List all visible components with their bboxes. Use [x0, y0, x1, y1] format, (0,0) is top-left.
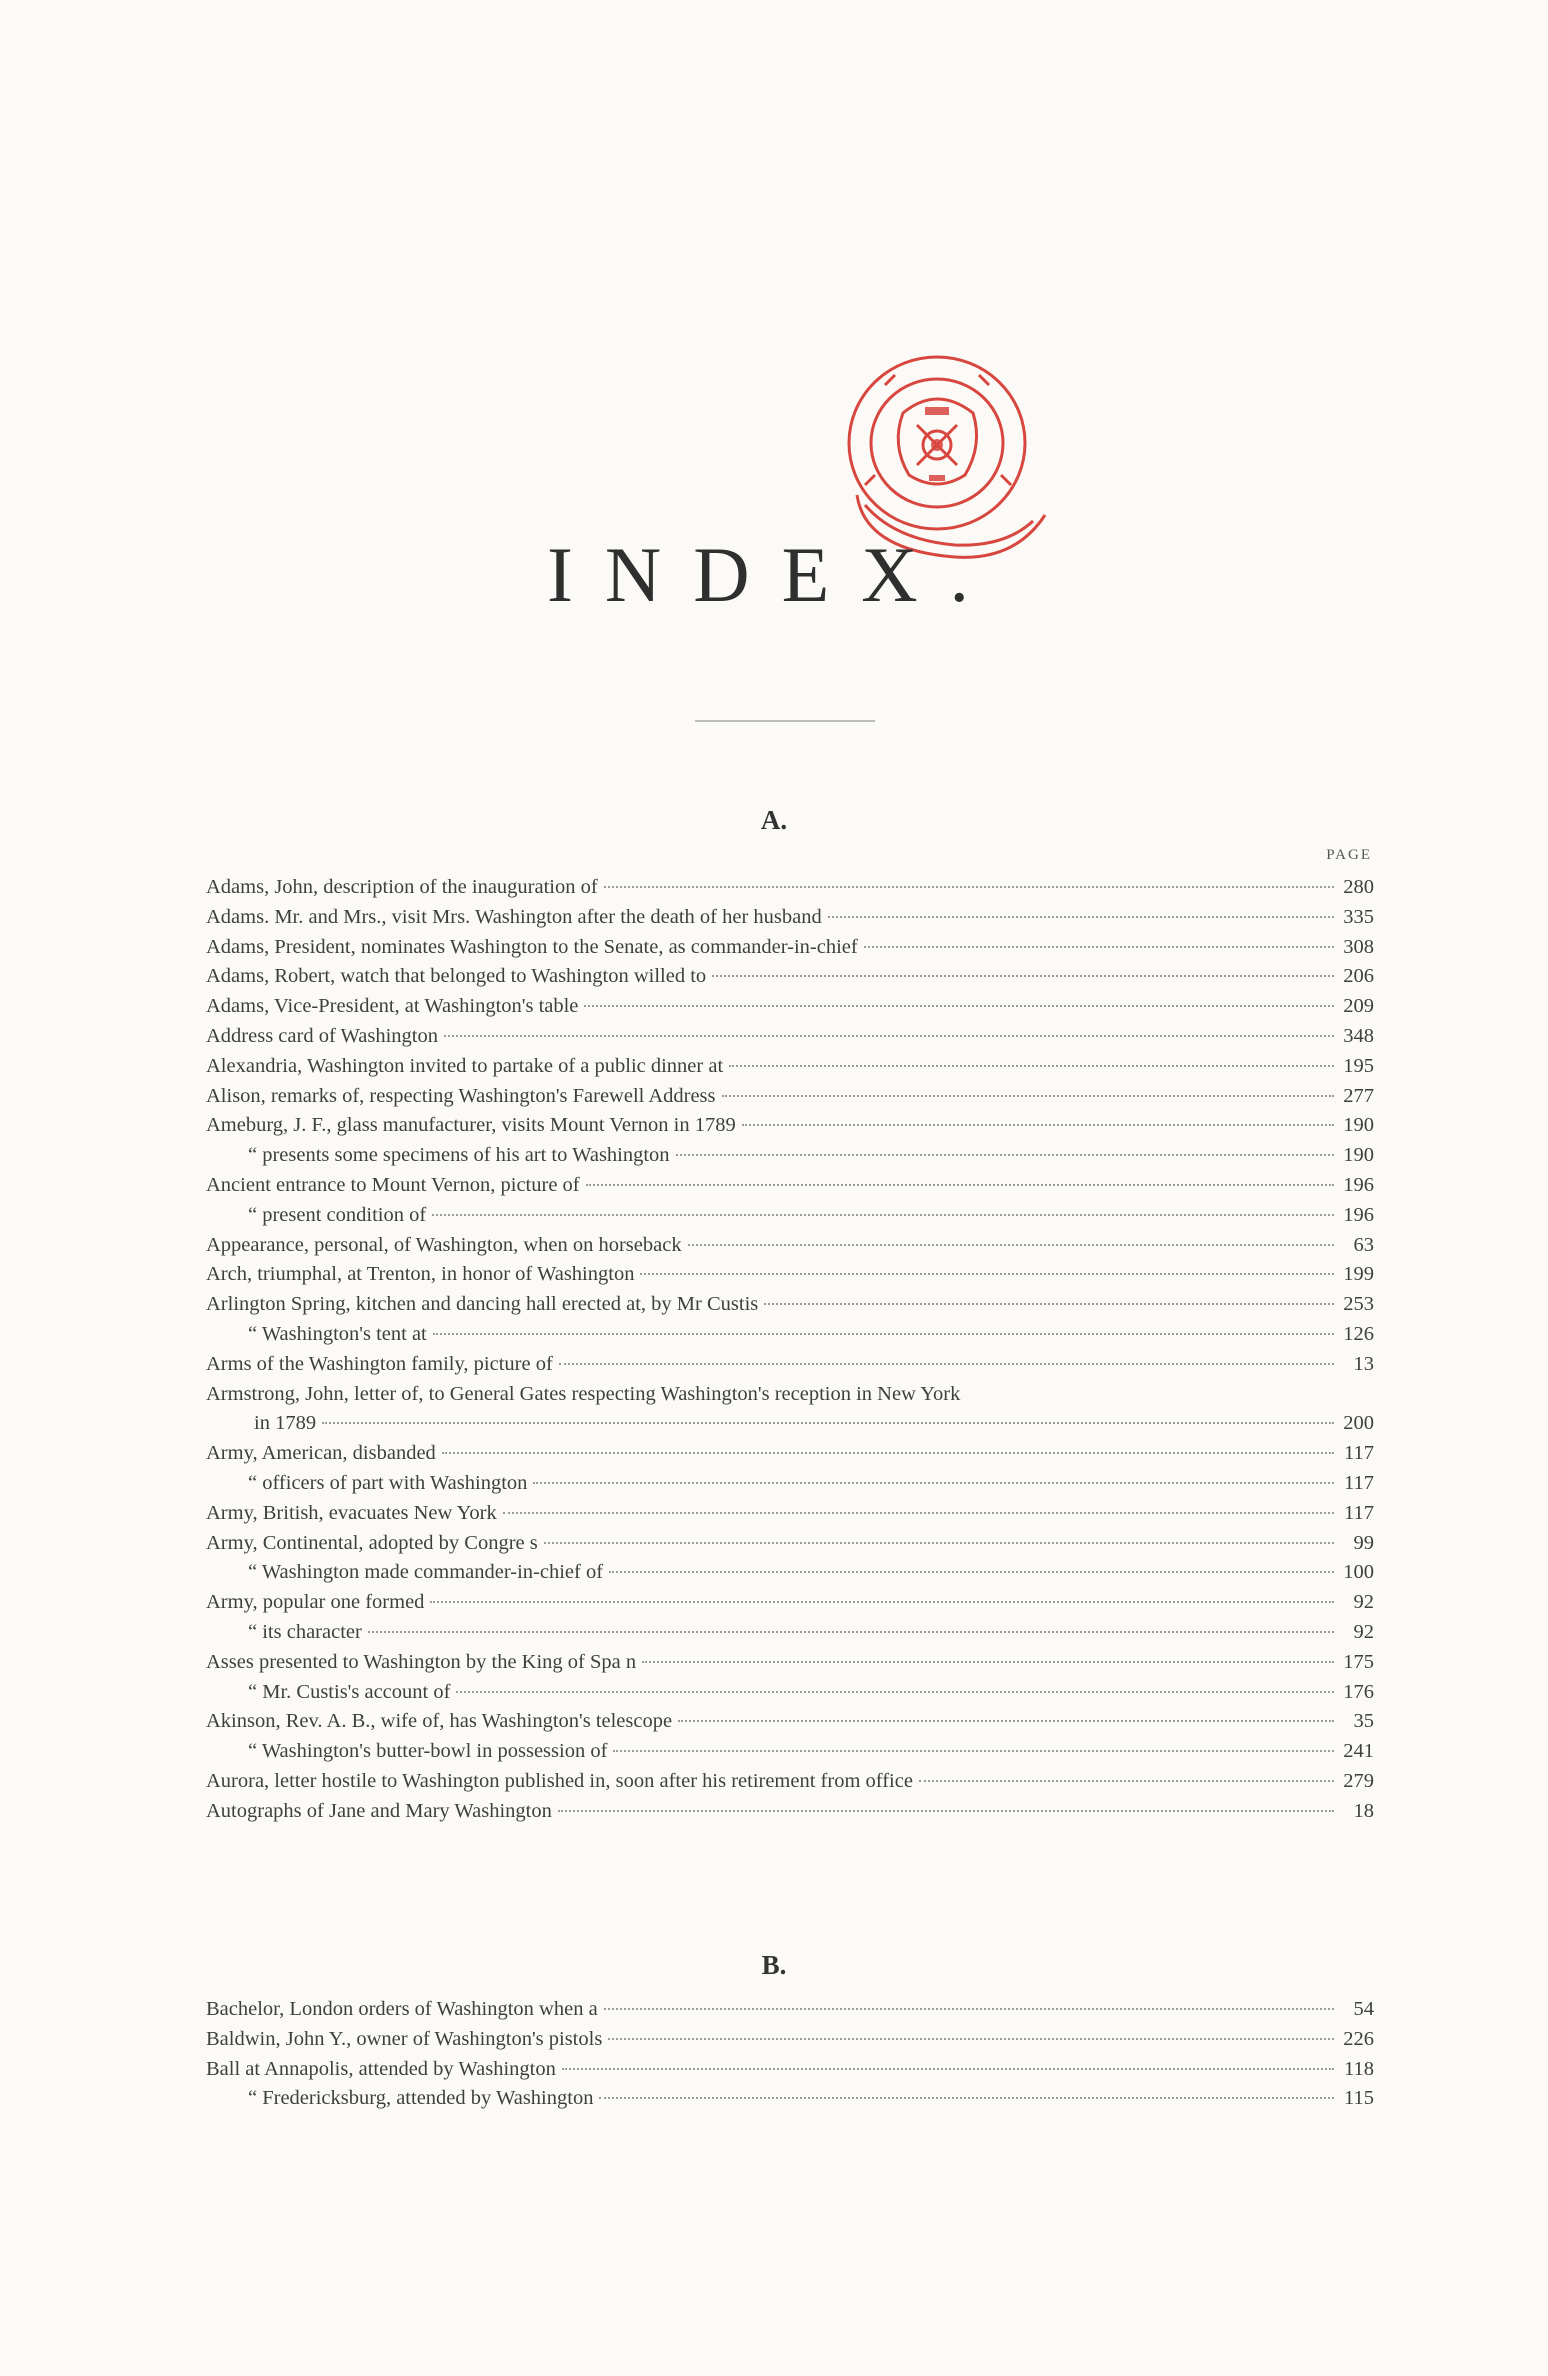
index-entry-text: “ present condition of [248, 1203, 427, 1226]
index-entry-text: Armstrong, John, letter of, to General Gates respecting Washington's reception in New York [206, 1382, 961, 1405]
index-entry-page: 348 [1343, 1024, 1374, 1047]
index-entry-text: Asses presented to Washington by the King of Spa n [206, 1650, 637, 1673]
index-entry-page: 200 [1343, 1412, 1374, 1435]
index-entry-text: Address card of Washington [206, 1024, 438, 1047]
index-entry-text: in 1789 [254, 1412, 317, 1435]
index-entry [206, 1114, 1374, 1144]
index-entry [206, 1472, 1374, 1502]
dot-leader [676, 1154, 1334, 1156]
index-entry [206, 1502, 1374, 1532]
index-entry [206, 1383, 1374, 1413]
index-entry [206, 1710, 1374, 1740]
dot-leader [586, 1184, 1334, 1186]
index-entry [206, 1025, 1374, 1055]
index-entry-text: Appearance, personal, of Washington, when on horseback [206, 1233, 682, 1256]
index-entry-page: 280 [1343, 876, 1374, 898]
index-entry [206, 1323, 1374, 1353]
dot-leader [640, 1273, 1334, 1275]
index-entry [206, 1293, 1374, 1323]
dot-leader [642, 1661, 1334, 1663]
index-entry [206, 2058, 1374, 2088]
dot-leader [558, 1810, 1334, 1812]
index-entry-text: Bachelor, London orders of Washington when a [206, 1998, 598, 2020]
dot-leader [742, 1124, 1334, 1126]
index-entry-page: 277 [1343, 1084, 1374, 1107]
index-entries-b [206, 1998, 1374, 2117]
section-letter-b: B. [761, 1950, 787, 1980]
dot-leader [919, 1780, 1334, 1782]
dot-leader [729, 1065, 1334, 1067]
index-entry-page: 253 [1343, 1293, 1374, 1316]
index-entry [206, 1055, 1374, 1085]
index-entry [206, 1740, 1374, 1770]
index-entry [206, 995, 1374, 1025]
index-entry [206, 2028, 1374, 2058]
dot-leader [599, 2097, 1334, 2099]
dot-leader [722, 1095, 1334, 1097]
index-entry [206, 1621, 1374, 1651]
index-entry [206, 1681, 1374, 1711]
dot-leader [503, 1512, 1334, 1514]
index-entry-page: 100 [1343, 1561, 1374, 1584]
index-entry-text: Aurora, letter hostile to Washington published in, soon after his retirement from office [206, 1769, 913, 1792]
dot-leader [688, 1244, 1334, 1246]
index-entry-text: Alexandria, Washington invited to partake of a public dinner at [206, 1054, 724, 1077]
index-entry [206, 1085, 1374, 1115]
index-entry-text: Army, British, evacuates New York [206, 1501, 497, 1524]
index-entry-text: Autographs of Jane and Mary Washington [206, 1799, 552, 1822]
index-entry-page: 54 [1353, 1998, 1374, 2020]
index-entries-a [206, 876, 1374, 1830]
index-entry-text: Alison, remarks of, respecting Washington's Farewell Address [206, 1084, 716, 1107]
index-entry-text: Ameburg, J. F., glass manufacturer, visits Mount Vernon in 1789 [206, 1114, 736, 1137]
index-entry-text: “ Mr. Custis's account of [248, 1680, 451, 1703]
index-entry-text: “ Fredericksburg, attended by Washington [248, 2087, 594, 2110]
index-entry-page: 279 [1343, 1769, 1374, 1792]
dot-leader [613, 1750, 1334, 1752]
index-entry-page: 308 [1343, 935, 1374, 958]
index-entry [206, 1204, 1374, 1234]
index-entry-text: Adams, President, nominates Washington to the Senate, as commander-in-chief [206, 935, 858, 958]
dot-leader [864, 946, 1334, 948]
index-entry-text: Baldwin, John Y., owner of Washington's pistols [206, 2027, 603, 2050]
section-letter-a: A. [760, 805, 788, 835]
dot-leader [712, 975, 1334, 977]
index-entry-page: 335 [1343, 905, 1374, 928]
index-entry-page: 92 [1353, 1591, 1374, 1614]
index-entry-text: Adams. Mr. and Mrs., visit Mrs. Washington after the death of her husband [206, 905, 822, 928]
index-entry [206, 1591, 1374, 1621]
dot-leader [322, 1422, 1334, 1424]
index-entry [206, 965, 1374, 995]
dot-leader [442, 1452, 1334, 1454]
dot-leader [433, 1333, 1334, 1335]
page-column-heading: PAGE [1326, 847, 1372, 863]
index-entry-text: Adams, Vice-President, at Washington's table [206, 995, 579, 1018]
index-entry [206, 876, 1374, 906]
dot-leader [533, 1482, 1334, 1484]
index-entry-text: Arch, triumphal, at Trenton, in honor of Washington [206, 1263, 635, 1286]
dot-leader [828, 916, 1334, 918]
index-entry-text: Akinson, Rev. A. B., wife of, has Washington's telescope [206, 1710, 673, 1733]
index-entry-text: “ officers of part with Washington [248, 1471, 528, 1494]
index-entry-text: Arlington Spring, kitchen and dancing hall erected at, by Mr Custis [206, 1293, 759, 1316]
dot-leader [604, 2008, 1334, 2010]
dot-leader [764, 1303, 1334, 1305]
index-entry [206, 906, 1374, 936]
dot-leader [368, 1631, 1334, 1633]
index-entry-text: “ Washington's tent at [248, 1322, 427, 1345]
index-entry-text: Arms of the Washington family, picture of [206, 1352, 553, 1375]
index-entry [206, 936, 1374, 966]
index-entry [206, 1353, 1374, 1383]
index-entry [206, 1998, 1374, 2028]
index-entry-page: 209 [1343, 995, 1374, 1018]
index-entry [206, 1144, 1374, 1174]
title-rule [695, 720, 875, 722]
dot-leader [604, 886, 1334, 888]
index-entry [206, 1561, 1374, 1591]
index-entry-text: “ presents some specimens of his art to Washington [248, 1144, 670, 1167]
dot-leader [562, 2068, 1334, 2070]
index-entry-text: Ball at Annapolis, attended by Washington [206, 2057, 556, 2080]
index-entry [206, 2087, 1374, 2117]
index-entry-page: 176 [1343, 1680, 1374, 1703]
dot-leader [559, 1363, 1334, 1365]
index-entry-text: Ancient entrance to Mount Vernon, picture of [206, 1173, 580, 1196]
index-entry-page: 190 [1343, 1114, 1374, 1137]
index-entry-page: 18 [1353, 1799, 1374, 1822]
index-entry [206, 1263, 1374, 1293]
dot-leader [456, 1691, 1334, 1693]
library-stamp [805, 325, 1080, 565]
index-entry-text: Adams, John, description of the inauguration of [206, 876, 598, 898]
index-entry-text: “ Washington made commander-in-chief of [248, 1561, 604, 1584]
index-entry-page: 63 [1353, 1233, 1374, 1256]
index-entry [206, 1412, 1374, 1442]
index-entry-page: 126 [1343, 1322, 1374, 1345]
dot-leader [608, 2038, 1334, 2040]
index-entry [206, 1651, 1374, 1681]
index-entry-text: Army, Continental, adopted by Congre s [206, 1531, 538, 1554]
index-entry-page: 117 [1344, 1471, 1374, 1494]
index-entry [206, 1800, 1374, 1830]
index-entry-page: 196 [1343, 1203, 1374, 1226]
index-entry-text: Army, popular one formed [206, 1591, 425, 1614]
index-entry [206, 1770, 1374, 1800]
index-entry-page: 92 [1353, 1620, 1374, 1643]
index-entry-text: “ its character [248, 1620, 362, 1643]
index-entry-page: 117 [1344, 1501, 1374, 1524]
dot-leader [544, 1542, 1334, 1544]
index-entry-page: 117 [1344, 1442, 1374, 1465]
index-entry-page: 13 [1353, 1352, 1374, 1375]
page-title: INDEX. [546, 531, 1002, 618]
index-entry-page: 99 [1353, 1531, 1374, 1554]
index-entry-page: 175 [1343, 1650, 1374, 1673]
dot-leader [444, 1035, 1334, 1037]
dot-leader [609, 1571, 1334, 1573]
index-entry-page: 241 [1343, 1740, 1374, 1763]
dot-leader [430, 1601, 1334, 1603]
index-entry-text: “ Washington's butter-bowl in possession of [248, 1740, 608, 1763]
index-entry-page: 190 [1343, 1144, 1374, 1167]
index-entry-page: 195 [1343, 1054, 1374, 1077]
dot-leader [584, 1005, 1334, 1007]
index-entry [206, 1234, 1374, 1264]
index-entry [206, 1174, 1374, 1204]
index-entry-text: Army, American, disbanded [206, 1442, 436, 1465]
index-entry-page: 226 [1343, 2027, 1374, 2050]
index-entry-page: 199 [1343, 1263, 1374, 1286]
index-entry-text: Adams, Robert, watch that belonged to Washington willed to [206, 965, 707, 988]
dot-leader [678, 1720, 1334, 1722]
index-entry-page: 115 [1344, 2087, 1374, 2110]
index-entry-page: 118 [1344, 2057, 1374, 2080]
index-entry [206, 1532, 1374, 1562]
index-entry-page: 196 [1343, 1173, 1374, 1196]
index-entry-page: 35 [1353, 1710, 1374, 1733]
dot-leader [432, 1214, 1334, 1216]
index-entry [206, 1442, 1374, 1472]
index-entry-page: 206 [1343, 965, 1374, 988]
